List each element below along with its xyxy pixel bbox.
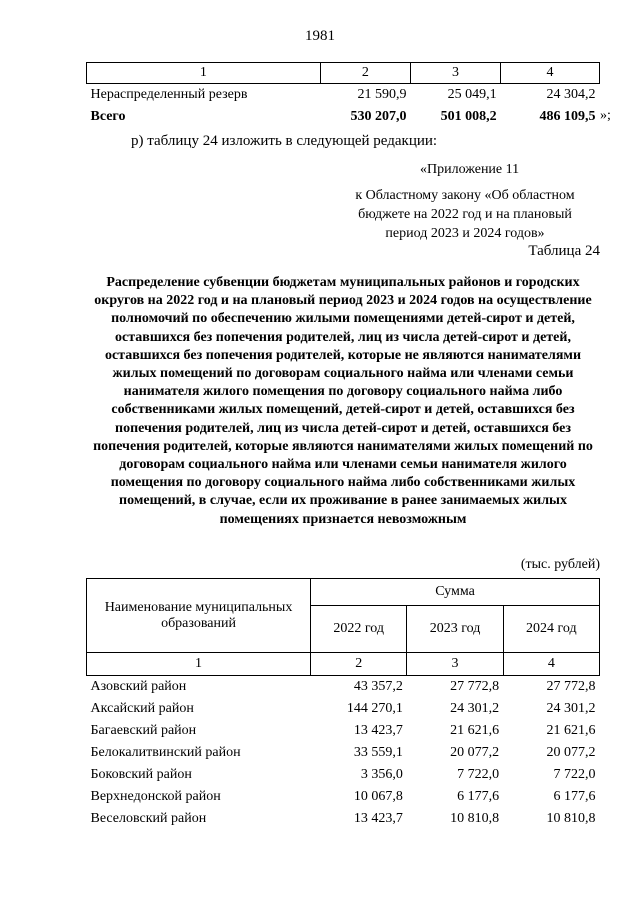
table-label: Таблица 24: [528, 243, 600, 259]
amount-2023: 7 722,0: [457, 767, 500, 782]
appendix-line: к Областному закону «Об областном: [355, 188, 575, 203]
table-row: [87, 676, 600, 699]
row-value: 530 207,0: [350, 109, 407, 124]
total-row: [87, 106, 600, 128]
instruction-text: р) таблицу 24 изложить в следующей редакции:: [131, 133, 438, 149]
row-value: 486 109,5: [539, 109, 596, 124]
district-name: Багаевский район: [90, 723, 197, 738]
row-value: 24 304,2: [546, 87, 596, 102]
amount-2023: 6 177,6: [457, 789, 500, 804]
column-index: 4: [503, 653, 599, 676]
continued-table: [86, 62, 600, 128]
table-row: [87, 742, 600, 764]
table-row: [87, 808, 600, 830]
column-index: 2: [311, 653, 407, 676]
row-name: Всего: [90, 109, 126, 124]
appendix-block: [330, 160, 600, 243]
column-index: 3: [407, 653, 503, 676]
amount-2024: 6 177,6: [553, 789, 596, 804]
district-name: Верхнедонской район: [90, 789, 221, 804]
district-name: Азовский район: [90, 679, 187, 694]
amount-2024: 24 301,2: [546, 701, 596, 716]
amount-2022: 3 356,0: [360, 767, 403, 782]
appendix-line: бюджете на 2022 год и на плановый: [358, 207, 572, 222]
amount-2023: 21 621,6: [450, 723, 500, 738]
amount-2022: 33 559,1: [353, 745, 403, 760]
column-index: 1: [87, 653, 311, 676]
column-header-name: Наименование муниципальных образований: [87, 579, 311, 653]
subvention-table: [86, 578, 600, 830]
row-value: 25 049,1: [447, 87, 497, 102]
amount-2022: 10 067,8: [353, 789, 403, 804]
amount-2022: 13 423,7: [353, 723, 403, 738]
district-name: Белокалитвинский район: [90, 745, 241, 760]
continued-table-header: [87, 63, 600, 84]
page-number: 1981: [305, 28, 335, 44]
table-row: [87, 786, 600, 808]
table-heading: Распределение субвенции бюджетам муниципальных районов и городских округов на 2022 год и на плановый период 2023 и 2024 годов на осуществление полномочий по обеспечению жилыми помещениями детей-сирот и детей, оставшихся без попечения родителей, лиц из числа детей-сирот и детей, оставшихся без попечения родителей, которые не являются нанимателями жилых помещений по договорам социального найма или членами семьи нанимателя жилого помещения по договору социального найма либо собственниками жилых помещений, детей-сирот и детей, оставшихся без попечения родителей, лиц из числа детей-сирот и детей, оставшихся без попечения родителей, которые являются нанимателями жилых помещений по договорам социального найма или членами семьи нанимателя жилого помещения по договору социального найма либо собственниками жилых помещений, в случае, если их проживание в ранее занимаемых жилых помещениях признается невозможным: [93, 275, 593, 527]
amount-2024: 7 722,0: [553, 767, 596, 782]
header-cell: 2: [320, 63, 410, 84]
column-header-year: 2023 год: [407, 606, 503, 653]
amount-2023: 10 810,8: [450, 811, 500, 826]
column-header-sum: Сумма: [311, 579, 600, 606]
header-cell: 1: [87, 63, 321, 84]
closing-quote: »;: [600, 108, 611, 123]
table-row: [87, 84, 600, 107]
units-label: (тыс. рублей): [520, 557, 600, 572]
amount-2023: 24 301,2: [450, 701, 500, 716]
amount-2024: 10 810,8: [546, 811, 596, 826]
district-name: Веселовский район: [90, 811, 207, 826]
appendix-line: период 2023 и 2024 годов»: [385, 226, 545, 241]
amount-2024: 21 621,6: [546, 723, 596, 738]
row-value: 21 590,9: [357, 87, 407, 102]
district-name: Аксайский район: [90, 701, 194, 716]
amount-2022: 43 357,2: [353, 679, 403, 694]
appendix-title: «Приложение 11: [420, 162, 520, 177]
header-cell: 4: [501, 63, 600, 84]
amount-2024: 27 772,8: [546, 679, 596, 694]
row-name: Нераспределенный резерв: [90, 87, 248, 102]
table-row: [87, 764, 600, 786]
amount-2023: 27 772,8: [450, 679, 500, 694]
amount-2022: 144 270,1: [346, 701, 403, 716]
column-header-year: 2022 год: [311, 606, 407, 653]
amount-2022: 13 423,7: [353, 811, 403, 826]
table-row: [87, 698, 600, 720]
amount-2023: 20 077,2: [450, 745, 500, 760]
district-name: Боковский район: [90, 767, 192, 782]
table-row: [87, 720, 600, 742]
amount-2024: 20 077,2: [546, 745, 596, 760]
column-header-year: 2024 год: [503, 606, 599, 653]
header-cell: 3: [410, 63, 500, 84]
row-value: 501 008,2: [440, 109, 497, 124]
